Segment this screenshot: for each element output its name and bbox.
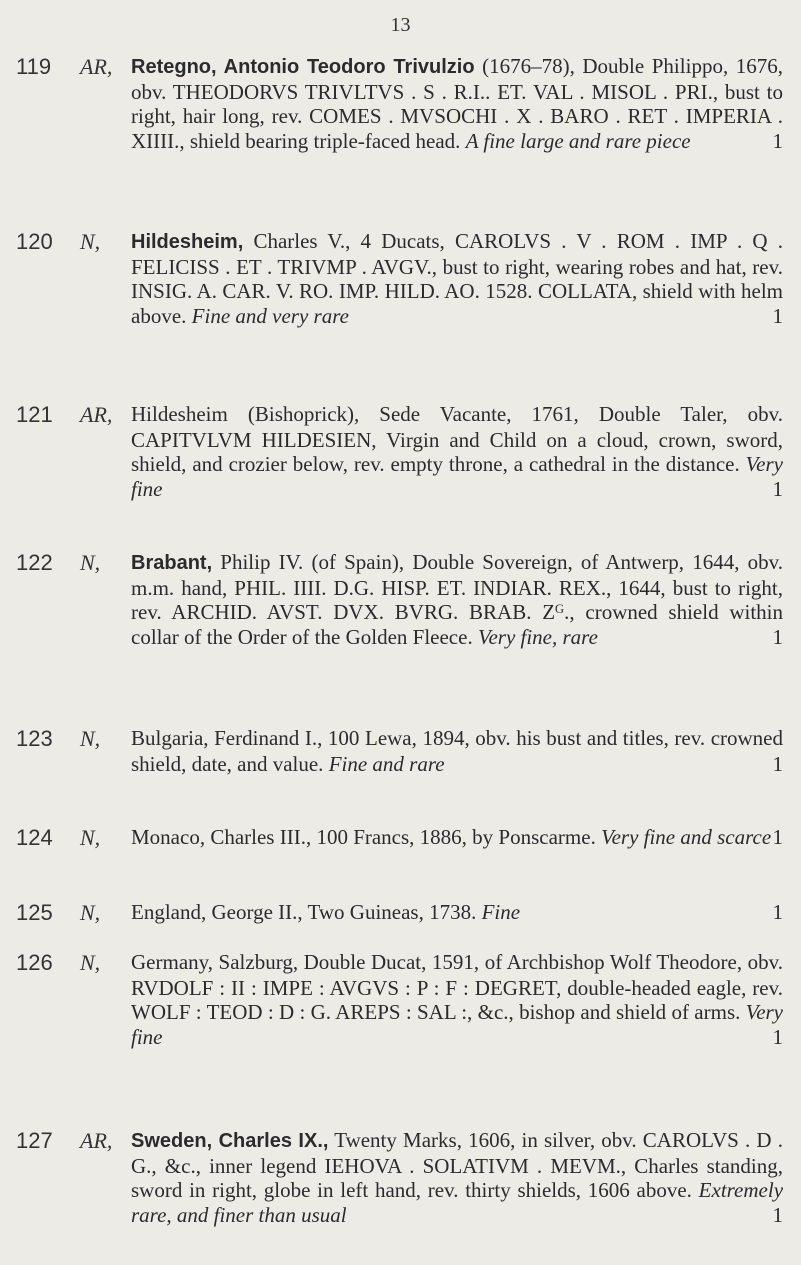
lot-text: England, George II., Two Guineas, 1738.	[131, 900, 477, 924]
lot-heading: Hildesheim,	[131, 231, 244, 253]
lot-description	[131, 550, 783, 649]
lot-description	[131, 900, 783, 926]
lot-quantity: 1	[772, 1202, 783, 1227]
lot-quantity: 1	[772, 476, 783, 501]
lot-metal: AR,	[80, 1128, 113, 1153]
lot-number: 119	[16, 54, 52, 79]
lot-description	[131, 54, 783, 153]
lot-condition: Very fine	[131, 452, 783, 501]
lot-metal: N,	[80, 229, 101, 254]
lot-condition: Very fine	[131, 1000, 784, 1049]
lot-number: 127	[16, 1128, 53, 1153]
lot-text: Bulgaria, Ferdinand I., 100 Lewa, 1894, obv. his bust and titles, rev. crowned shield, date, and value.	[131, 726, 783, 776]
lot-quantity: 1	[772, 825, 783, 849]
lot-number: 126	[16, 950, 53, 975]
lot-number: 125	[16, 900, 53, 925]
lot-heading: Sweden, Charles IX.,	[131, 1130, 329, 1152]
lot-condition: Extremely rare, and finer than usual	[131, 1178, 784, 1227]
lot-text: Twenty Marks, 1606, in silver, obv. CAROLVS . D . G., &c., inner legend IEHOVA . SOLATIVM . MEVM., Charles standing, sword in right, globe in left hand, rev. thirty shields, 1606 above.	[131, 1128, 783, 1202]
lot-text: Charles V., 4 Ducats, CAROLVS . V . ROM . IMP . Q . FELICISS . ET . TRIVMP . AVGV., bust to right, wearing robes and hat, rev. INSIG. A. CAR. V. RO. IMP. HILD. AO. 1528. COLLATA, shield with helm above.	[131, 229, 783, 328]
lot-text: Monaco, Charles III., 100 Francs, 1886, by Ponscarme.	[131, 825, 596, 849]
lot-number: 123	[16, 726, 53, 751]
lot-quantity: 1	[772, 751, 783, 776]
lot-metal: AR,	[80, 402, 113, 427]
lot-condition: A fine large and rare piece	[465, 128, 691, 153]
lot-description	[131, 726, 783, 776]
lot-metal: N,	[80, 950, 101, 975]
lot-number: 124	[16, 825, 53, 850]
lot-condition: Fine	[481, 900, 521, 924]
lot-condition: Fine and very rare	[191, 303, 349, 328]
lot-metal: N,	[80, 726, 101, 751]
lot-number: 120	[16, 229, 53, 254]
lot-quantity: 1	[772, 303, 783, 328]
lot-metal: N,	[80, 900, 101, 925]
lot-condition: Very fine and scarce	[601, 825, 772, 849]
lot-condition: Fine and rare	[328, 751, 445, 776]
lot-quantity: 1	[772, 1024, 783, 1049]
lot-heading: Brabant,	[131, 552, 213, 574]
lot-metal: AR,	[80, 54, 113, 79]
lot-condition: Very fine, rare	[477, 624, 598, 649]
lot-metal: N,	[80, 825, 101, 850]
lot-number: 122	[16, 550, 53, 575]
lot-text: Philip IV. (of Spain), Double Sovereign, of Antwerp, 1644, obv. m.m. hand, PHIL. IIII. D.G. HISP. ET. INDIAR. REX., 1644, bust to right, rev. ARCHID. AVST. DVX. BVRG. BRAB. Zᴳ., crowned shield within collar of the Order of the Golden Fleece.	[131, 550, 783, 649]
page-number: 13	[390, 14, 411, 36]
lot-number: 121	[16, 402, 53, 427]
lot-text: (1676–78), Double Philippo, 1676, obv. THEODORVS TRIVLTVS . S . R.I.. ET. VAL . MISOL . PRI., bust to right, hair long, rev. COMES . MVSOCHI . X . BARO . RET . IMPERIA . XIIII., shield bearing triple-faced head.	[131, 54, 783, 153]
lot-text: Germany, Salzburg, Double Ducat, 1591, of Archbishop Wolf Theodore, obv. RVDOLF : II : IMPE : AVGVS : P : F : DEGRET, double-headed eagle, rev. WOLF : TEOD : D : G. AREPS : SAL :, &c., bishop and shield of arms.	[131, 950, 783, 1024]
lot-description	[131, 402, 783, 501]
lot-heading: Retegno, Antonio Teodoro Trivulzio	[131, 56, 475, 78]
lot-quantity: 1	[772, 624, 783, 649]
lot-text: Hildesheim (Bishoprick), Sede Vacante, 1761, Double Taler, obv. CAPITVLVM HILDESIEN, Virgin and Child on a cloud, crown, sword, shield, and crozier below, rev. empty throne, a cathedral in the distance.	[131, 402, 783, 476]
lot-description	[131, 1128, 783, 1227]
lot-description	[131, 229, 783, 328]
lot-quantity: 1	[772, 128, 783, 153]
lot-description	[131, 825, 783, 851]
lot-metal: N,	[80, 550, 101, 575]
lot-quantity: 1	[772, 900, 783, 924]
lot-description	[131, 950, 783, 1049]
